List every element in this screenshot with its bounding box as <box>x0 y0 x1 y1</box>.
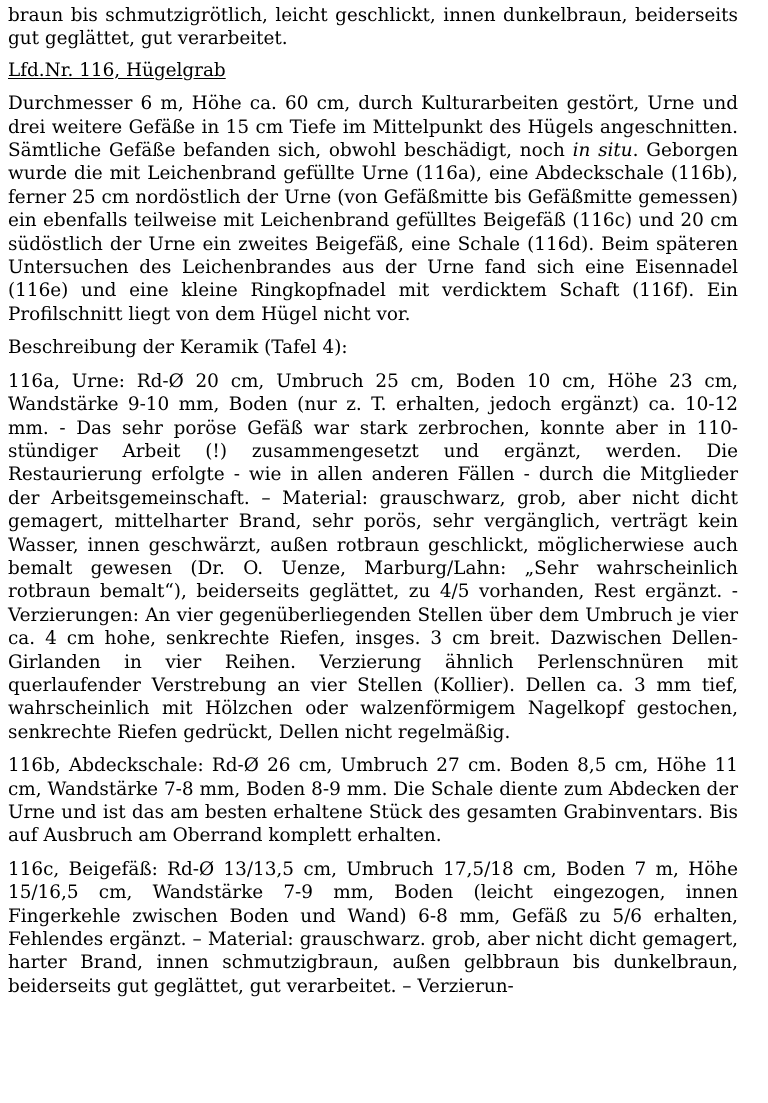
intro-text-start: Durchmesser 6 m, Höhe ca. 60 cm, durch Kulturarbeiten gestört, Urne und drei weitere Gefäße in 15 cm Tiefe im Mittelpunkt des Hügels angeschnitten. Sämtliche Gefäße befanden sich, obwohl beschädigt, noch <box>8 93 738 162</box>
ceramics-heading: Beschreibung der Keramik (Tafel 4): <box>8 337 348 359</box>
item-116a-paragraph: 116a, Urne: Rd-Ø 20 cm, Umbruch 25 cm, Boden 10 cm, Höhe 23 cm, Wandstärke 9-10 mm, Boden (nur z. T. erhalten, jedoch ergänzt) ca. 10-12 mm. - Das sehr poröse Gefäß war stark zerbrochen, konnte aber in 110-stündiger Arbeit (!) zusammengesetzt und ergänzt, werden. Die Restaurierung erfolgte - wie in allen anderen Fällen - durch die Mitglieder der Arbeitsgemeinschaft. – Material: grauschwarz, grob, aber nicht dicht gemagert, mittelharter Brand, sehr porös, sehr vergänglich, verträgt kein Wasser, innen geschwärzt, außen rotbraun geschlickt, möglicherwiese auch bemalt gewesen (Dr. O. Uenze, Marburg/Lahn: „Sehr wahrscheinlich rotbraun bemalt“), beiderseits geglättet, zu 4/5 vorhanden, Rest ergänzt. - Verzierungen: An vier gegenüberliegenden Stellen über dem Umbruch je vier ca. 4 cm hohe, senkrechte Riefen, insges. 3 cm breit. Dazwischen Dellen-Girlanden in vier Reihen. Verzierung ähnlich Perlenschnüren mit querlaufender Verstrebung an vier Stellen (Kollier). Dellen ca. 3 mm tief, wahrscheinlich mit Hölzchen oder walzenförmigem Nagelkopf gestochen, senkrechte Riefen gedrückt, Dellen nicht regelmäßig. <box>8 370 738 743</box>
intro-text-end: . Geborgen wurde die mit Leichenbrand gefüllte Urne (116a), eine Abdeckschale (116b), ferner 25 cm nordöstlich der Urne (von Gefäßmitte bis Gefäßmitte gemessen) ein ebenfalls teilweise mit Leichenbrand gefülltes Beigefäß (116c) und 20 cm südöstlich der Urne ein zweites Beigefäß, eine Schale (116d). Beim späteren Untersuchen des Leichenbrandes aus der Urne fand sich eine Eisennadel (116e) und eine kleine Ringkopfnadel mit verdicktem Schaft (116f). Ein Profilschnitt liegt von dem Hügel nicht vor. <box>8 140 738 325</box>
intro-italic-term: in situ <box>572 140 633 162</box>
continuation-paragraph: braun bis schmutzigrötlich, leicht geschlickt, innen dunkelbraun, beiderseits gut geglättet, gut verarbeitet. <box>8 5 738 50</box>
intro-paragraph <box>8 92 738 326</box>
section-heading: Lfd.Nr. 116, Hügelgrab <box>8 59 226 81</box>
item-116c-paragraph: 116c, Beigefäß: Rd-Ø 13/13,5 cm, Umbruch 17,5/18 cm, Boden 7 m, Höhe 15/16,5 cm, Wandstärke 7-9 mm, Boden (leicht eingezogen, innen Fingerkehle zwischen Boden und Wand) 6-8 mm, Gefäß zu 5/6 erhalten, Fehlendes ergänzt. – Material: grauschwarz. grob, aber nicht dicht gemagert, harter Brand, innen schmutzigbraun, außen gelbbraun bis dunkelbraun, beiderseits gut geglättet, gut verarbeitet. – Verzierun- <box>8 858 738 997</box>
item-116b-paragraph: 116b, Abdeckschale: Rd-Ø 26 cm, Umbruch 27 cm. Boden 8,5 cm, Höhe 11 cm, Wandstärke 7-8 mm, Boden 8-9 mm. Die Schale diente zum Abdecken der Urne und ist das am besten erhaltene Stück des gesamten Grabinventars. Bis auf Ausbruch am Oberrand komplett erhalten. <box>8 755 738 847</box>
